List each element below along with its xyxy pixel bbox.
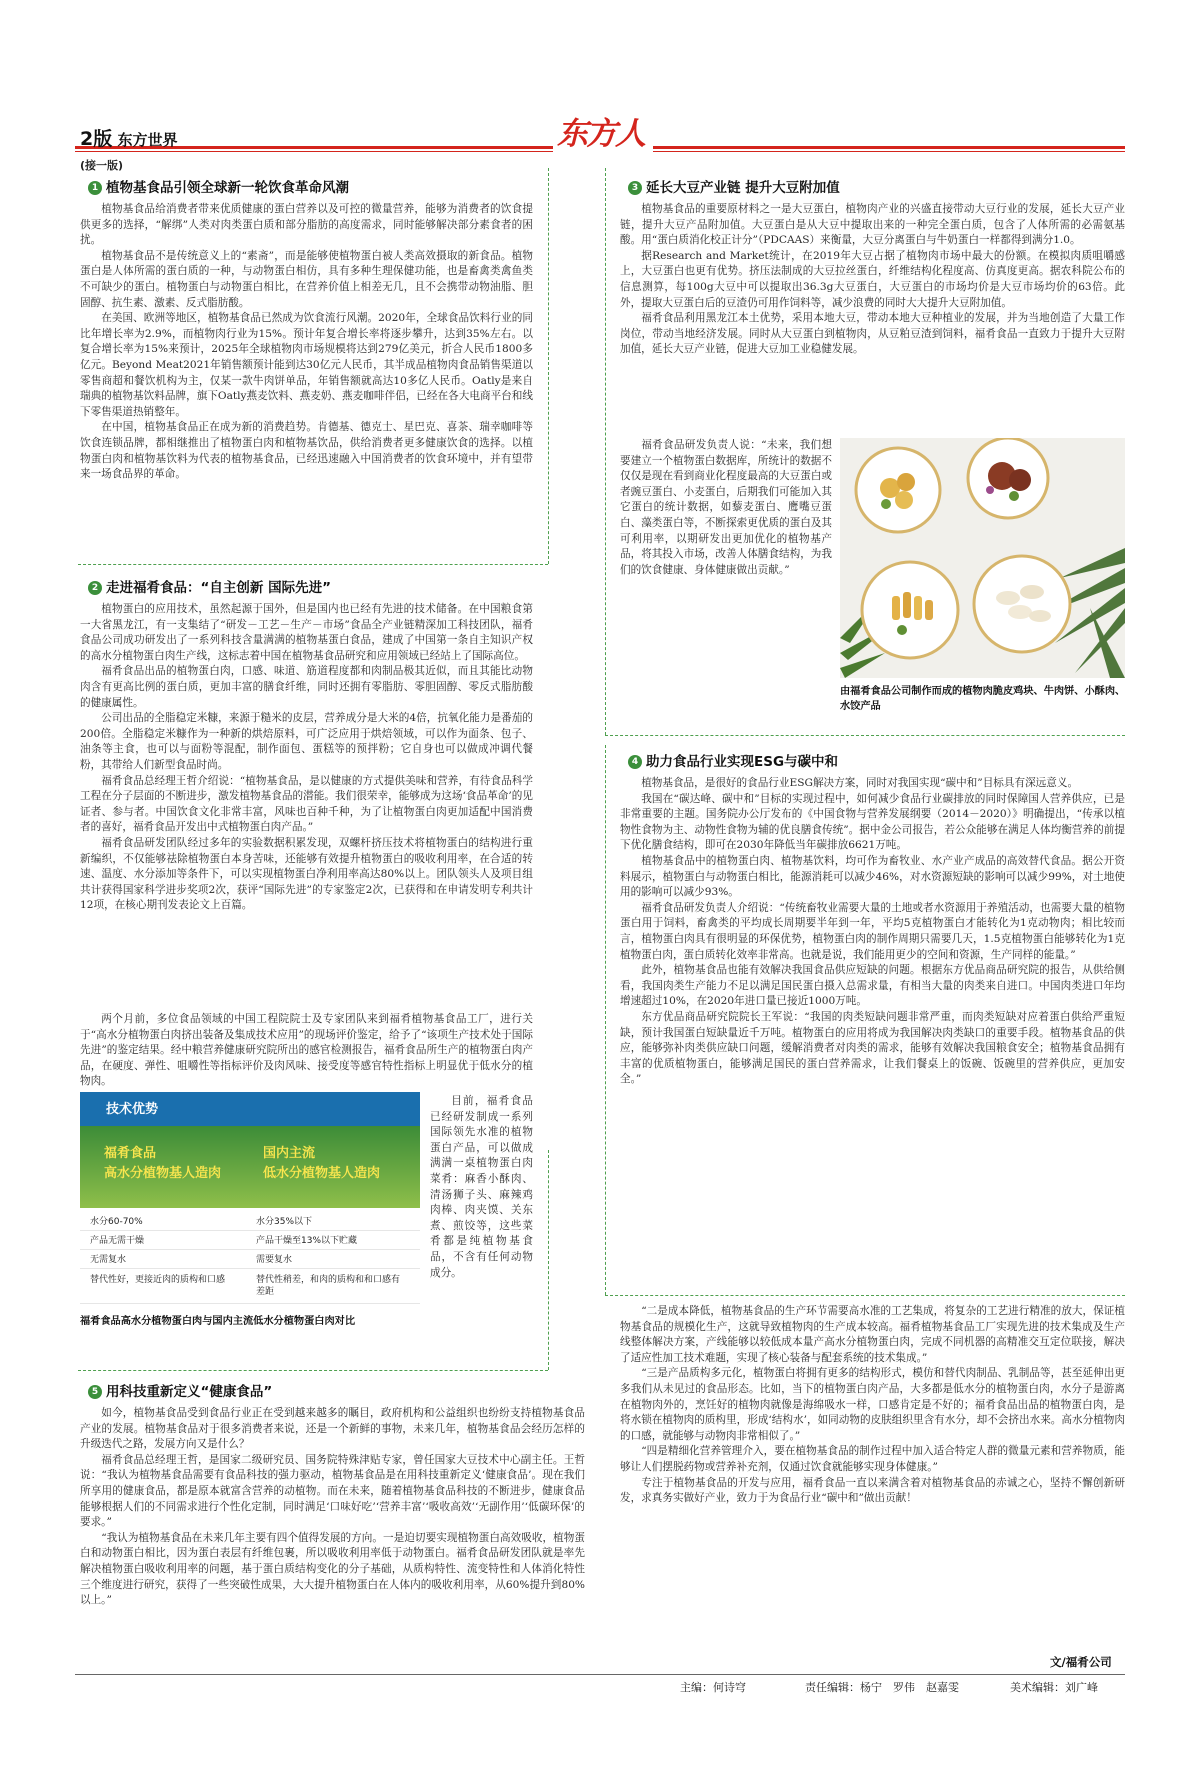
- paragraph: 福肴食品总经理王哲，是国家二级研究员、国务院特殊津贴专家，曾任国家大豆技术中心副主任。王哲说：“我认为植物基食品需要有食品科技的强力驱动，植物基食品是在用科技重新定义‘健康食品’。现在我们所享用的健康食品，都是原本就富含营养的动植物。而在未来，随着植物基食品科技的不断进步，健康食品能够根据人们的不同需求进行个性化定制，同时满足‘口味好吃’‘营养丰富’‘吸收高效’‘无副作用’‘低碳环保’的要求。”: [80, 1453, 585, 1529]
- edition-label: [80, 124, 177, 151]
- photo-caption: 由福肴食品公司制作而成的植物肉脆皮鸡块、牛肉饼、小酥肉、水饺产品: [840, 686, 1126, 712]
- paragraph: 福肴食品总经理王哲介绍说：“植物基食品，是以健康的方式提供美味和营养，有待食品科学工程在分子层面的不断进步，激发植物基食品的潜能。我们很荣幸，能够成为这场‘食品革命’的见证者、参与者。中国饮食文化非常丰富，风味也百种千种，为了让植物蛋白肉更加适配中国消费者的喜好，福肴食品开发出中式植物蛋白肉产品。”: [80, 774, 533, 834]
- section-divider: [605, 1295, 1125, 1296]
- section-divider-vertical: [548, 1150, 549, 1370]
- paragraph: 植物基食品中的植物蛋白肉、植物基饮料，均可作为畜牧业、水产业产成品的高效替代食品。据公开资料展示，植物蛋白与动物蛋白相比，能源消耗可以减少46%，对水资源短缺的影响可以减少99%，对土地使用的影响可以减少93%。: [620, 854, 1125, 899]
- number-badge: 5: [88, 1385, 102, 1399]
- paragraph: 公司出品的全脂稳定米糠，来源于糙米的皮层，营养成分是大米的4倍，抗氧化能力是番茄的200倍。全脂稳定米糠作为一种新的烘焙原料，可广泛应用于烘焙领域，可以作为面条、包子、油条等主食，也可以与面粉等混配，制作面包、蛋糕等的预拌粉；它自身也可以做成冲调代餐粉，其带给人们新型食品时尚。: [80, 712, 533, 771]
- section-divider-vertical: [605, 168, 606, 735]
- footer-responsible-editors: 责任编辑：杨宁 罗伟 赵嘉雯: [805, 1681, 959, 1694]
- tech-advantage-table: [80, 1092, 420, 1304]
- article-5: [80, 1382, 585, 1666]
- paragraph: 福肴食品出品的植物蛋白肉，口感、味道、筋道程度都和肉制品极其近似，而且其能比动物肉含有更高比例的蛋白质，更加丰富的膳食纤维，同时还拥有零脂肪、零胆固醇、零反式脂肪酸的健康属性。: [80, 665, 533, 709]
- paragraph: 目前，福肴食品已经研发制成一系列国际领先水准的植物蛋白产品，可以做成满满一桌植物蛋白肉菜肴：麻香小酥肉、清汤狮子头、麻辣鸡肉棒、肉夹馍、关东煮、煎饺等，这些菜肴都是纯植物基食品，不含有任何动物成分。: [430, 1095, 533, 1279]
- paragraph: 福肴食品研发负责人介绍说：“传统畜牧业需要大量的土地或者水资源用于养殖活动，也需要大量的植物蛋白用于饲料，畜禽类的平均成长周期要半年到一年，平均5克植物蛋白才能转化为1克动物肉；相比较而言，植物蛋白肉具有很明显的环保优势，植物蛋白肉的制作周期只需要几天，1.5克植物蛋白能够转化为1克植物蛋白肉，蛋白质转化效率非常高。也就是说，我们能用更少的空间和资源，生产同样的能量。”: [620, 901, 1125, 961]
- article-2-side-column: [430, 1094, 533, 1281]
- paragraph: 植物基食品不是传统意义上的“素斋”，而是能够使植物蛋白被人类高效摄取的新食品。植物蛋白是人体所需的蛋白质的一种，与动物蛋白相仿，具有多种生理保健功能，也是畜禽类禽鱼类不可缺少的蛋白。植物蛋白与动物蛋白相比，在营养价值上相差无几，且不会携带动物油脂、胆固醇、抗生素、激素、反式脂肪酸。: [80, 249, 533, 309]
- article-5-title: 5 用科技重新定义“健康食品”: [88, 1382, 585, 1402]
- footer-rule: [75, 1674, 1125, 1675]
- edition-name: 东方世界: [117, 131, 178, 149]
- paragraph: “三是产品质构多元化，植物蛋白将拥有更多的结构形式，模仿和替代肉制品、乳制品等，甚至延伸出更多我们从未见过的食品形态。比如，当下的植物蛋白肉产品，大多都是低水分的植物蛋白肉，水分子是游离在植物肉外的，烹饪好的植物肉就像是海绵吸水一样，口感肯定是不好的；福肴食品出品的植物蛋白肉，是将水锁在植物肉的质构里，形成‘结构水’，如同动物的皮肤组织里含有水分，却不会挤出水来。高水分植物肉的口感，就能够与动物肉非常相似了。”: [620, 1367, 1125, 1442]
- section-divider-vertical: [548, 168, 549, 564]
- continued-label: (接一版): [80, 159, 124, 172]
- tech-row: 水分60-70% 水分35%以下: [80, 1212, 420, 1231]
- food-photo: [840, 438, 1125, 678]
- article-4: [620, 752, 1125, 1088]
- paragraph: 如今，植物基食品受到食品行业正在受到越来越多的瞩目，政府机构和公益组织也纷纷支持植物基食品产业的发展。植物基食品对于很多消费者来说，还是一个新鲜的事物，未来几年，植物基食品会经历怎样的升级迭代之路，发展方向又是什么？: [80, 1407, 585, 1451]
- paragraph: 福肴食品研发团队经过多年的实验数据积累发现，双螺杆挤压技术将植物蛋白的结构进行重新编织，不仅能够祛除植物蛋白本身苦味，还能够有效提升植物蛋白的吸收利用率，在合适的转速、温度、水分添加等条件下，可以实现植物蛋白净利用率高达80%以上。团队领头人及项目组共计获得国家科学进步奖项2次，获评“国际先进”的专家鉴定2次，已获得和在申请发明专利共计12项，在核心期刊发表论文上百篇。: [80, 836, 533, 912]
- article-1-title: 1 植物基食品引领全球新一轮饮食革命风潮: [88, 178, 533, 198]
- paragraph: 植物基食品的重要原材料之一是大豆蛋白，植物肉产业的兴盛直接带动大豆行业的发展，延长大豆产业链，提升大豆产品附加值。大豆蛋白是从大豆中提取出来的一种完全蛋白质，包含了人体所需的必需氨基酸。用“蛋白质消化校正计分”（PDCAAS）来衡量，大豆分离蛋白与牛奶蛋白一样都得到满分1.0。: [620, 203, 1125, 247]
- tech-col2-title: 国内主流 低水分植物基人造肉: [263, 1146, 381, 1181]
- paragraph: 专注于植物基食品的开发与应用，福肴食品一直以来满含着对植物基食品的赤诚之心，坚持不懈创新研发，求真务实做好产业，致力于为食品行业“碳中和”做出贡献！: [620, 1476, 1125, 1505]
- article-3-quote: [620, 438, 832, 578]
- tech-row: 替代性好，更接近肉的质构和口感 替代性稍差，和肉的质构和和口感有差距: [80, 1268, 420, 1304]
- byline: 文/福肴公司: [1050, 1655, 1112, 1669]
- article-5-continued: [620, 1304, 1125, 1656]
- section-divider-vertical: [605, 745, 606, 1295]
- paragraph: 福肴食品研发负责人说：“未来，我们想要建立一个植物蛋白数据库，所统计的数据不仅仅是现在看到商业化程度最高的大豆蛋白或者豌豆蛋白、小麦蛋白，后期我们可能加入其它蛋白的统计数据，如藜麦蛋白、鹰嘴豆蛋白、藻类蛋白等，不断探索更优质的蛋白及其可利用率，以期研发出更加优化的植物基产品，将其投入市场，改善人体膳食结构，为我们的饮食健康、身体健康做出贡献。”: [620, 439, 832, 576]
- paragraph: 植物蛋白的应用技术，虽然起源于国外，但是国内也已经有先进的技术储备。在中国粮食第一大省黑龙江，有一支集结了“研发－工艺－生产－市场”食品全产业链精深加工科技团队，福肴食品公司成功研发出了一系列科技含量满满的植物基蛋白食品，建成了中国第一条自主知识产权的高水分植物蛋白肉生产线，这标志着中国在植物基食品研究和应用领域已经站上了国际高位。: [80, 603, 533, 662]
- paragraph: “四是精细化营养管理介入，要在植物基食品的制作过程中加入适合特定人群的微量元素和营养物质，能够让人们摆脱药物或营养补充剂，仅通过饮食就能够实现身体健康。”: [620, 1445, 1125, 1473]
- section-divider: [78, 564, 548, 565]
- paragraph: 福肴食品利用黑龙江本土优势，采用本地大豆，带动本地大豆种植业的发展，并为当地创造了大量工作岗位，带动当地经济发展。同时从大豆蛋白到植物肉，从豆粕豆渣到饲料，福肴食品一直致力于提升大豆附加值，延长大豆产业链，促进大豆加工业稳健发展。: [620, 312, 1125, 356]
- paragraph: 植物基食品，是很好的食品行业ESG解决方案，同时对我国实现“碳中和”目标具有深远意义。: [641, 777, 1079, 789]
- paragraph: “我认为植物基食品在未来几年主要有四个值得发展的方向。一是迫切要实现植物蛋白高效吸收，植物蛋白和动物蛋白相比，因为蛋白表层有纤维包裹，所以吸收利用率低于动物蛋白。福肴食品研发团队就是率先解决植物蛋白吸收利用率的问题，基于蛋白质结构变化的分子基础，从质构特性、流变特性和人体消化特性三个维度进行研究，获得了一些突破性成果，大大提升植物蛋白在人体内的吸收利用率，从60%提升到80%以上。”: [80, 1531, 585, 1607]
- footer-art-editor: 美术编辑：刘广峰: [1010, 1681, 1098, 1694]
- paragraph: “二是成本降低，植物基食品的生产环节需要高水准的工艺集成，将复杂的工艺进行精准的放大，保证植物基食品的规模化生产，这就导致植物肉的生产成本较高。福肴植物基食品工厂实现先进的技术集成及生产线整体解决方案，产线能够以较低成本量产高水分植物蛋白肉，完成不同机器的高精准交互定位联接，解决了适应性加工技术难题，实现了核心装备与配套系统的技术集成。”: [620, 1305, 1125, 1364]
- paragraph: 据Research and Market统计，在2019年大豆占据了植物肉市场中最大的份额。在模拟肉质咀嚼感上，大豆蛋白也更有优势。挤压法制成的大豆拉丝蛋白，纤维结构化程度高、仿真度更高。据农科院公布的信息测算，每100g大豆中可以提取出36.3g大豆蛋白，大豆蛋白的市场均价是大豆市场均价的63倍。此外，提取大豆蛋白后的豆渣仍可用作饲料等，减少浪费的同时大大提升大豆附加值。: [620, 249, 1125, 309]
- number-badge: 3: [628, 181, 642, 195]
- paragraph: 在美国、欧洲等地区，植物基食品已然成为饮食流行风潮。2020年，全球食品饮料行业的同比年增长率为2.9%，而植物肉行业为15%。预计年复合增长率将逐步攀升，达到35%左右。以复合增长率为15%来预计，2025年全球植物肉市场规模将达到279亿美元，折合人民币1800多亿元。Beyond Meat2021年销售额预计能到达30亿元人民币，其半成品植物肉食品销售渠道以零售商超和餐饮机构为主，仅某一款牛肉饼单品，年销售额就高达10多亿人民币。Oatly是来自瑞典的植物基饮料品牌，旗下Oatly燕麦饮料、燕麦奶、燕麦咖啡伴侣，已经在各大电商平台和线下零售渠道热销整年。: [80, 312, 533, 418]
- number-badge: 1: [88, 181, 102, 195]
- masthead-logo: 东方人: [553, 112, 653, 156]
- paragraph: 在中国，植物基食品正在成为新的消费趋势。肯德基、德克士、星巴克、喜茶、瑞幸咖啡等饮食连锁品牌，都相继推出了植物蛋白肉和植物基饮品，供给消费者更多健康饮食的选择。以植物蛋白肉和植物基饮料为代表的植物基食品，已经迅速融入中国消费者的饮食环境中，并有望带来一场食品界的革命。: [80, 421, 533, 481]
- article-2-continued: [80, 1012, 533, 1090]
- tech-table-caption: 福肴食品高水分植物蛋白肉与国内主流低水分植物蛋白肉对比: [80, 1316, 356, 1327]
- edition-number: 2版: [80, 128, 113, 150]
- paragraph: 两个月前，多位食品领域的中国工程院院士及专家团队来到福肴植物基食品工厂，进行关于“高水分植物蛋白肉挤出装备及集成技术应用”的现场评价鉴定，给予了“该项生产技术处于国际先进”的鉴定结果。经中粮营养健康研究院所出的感官检测报告，福肴食品所生产的植物蛋白肉产品，在硬度、弹性、咀嚼性等指标评价及肉风味、接受度等感官特性指标上明显优于低水分的植物肉。: [80, 1013, 533, 1088]
- section-divider: [78, 1370, 548, 1371]
- paragraph: 此外，植物基食品也能有效解决我国食品供应短缺的问题。根据东方优品商品研究院的报告，从供给侧看，我国肉类生产能力不足以满足国民蛋白摄入总需求量，有相当大量的肉类来自进口。中国肉类进口年均增速超过10%，在2020年进口量已接近1000万吨。: [620, 964, 1125, 1008]
- paragraph: 东方优品商品研究院院长王军说：“我国的肉类短缺问题非常严重，而肉类短缺对应着蛋白供给严重短缺，预计我国蛋白短缺量近千万吨。植物蛋白的应用将成为我国解决肉类缺口的重要手段。植物基食品的供应，能够弥补肉类供应缺口问题，缓解消费者对肉类的需求，能够有效解决我国粮食安全；植物基食品拥有丰富的优质植物蛋白，能够满足国民的蛋白营养需求，让我们餐桌上的饭碗、饭碗里的营养供应，更加安全。”: [620, 1010, 1125, 1086]
- number-badge: 4: [628, 755, 642, 769]
- section-divider: [605, 735, 1125, 736]
- paragraph: 植物基食品给消费者带来优质健康的蛋白营养以及可控的微量营养，能够为消费者的饮食提供更多的选择，“解绑”人类对肉类蛋白质和部分脂肪的高度需求，同时能够解决部分素食者的困扰。: [80, 203, 533, 247]
- tech-row: 产品无需干燥 产品干燥至13%以下贮藏: [80, 1231, 420, 1250]
- tech-col1-title: 福肴食品 高水分植物基人造肉: [104, 1146, 222, 1181]
- food-photo-image: [840, 438, 1125, 678]
- article-4-title: 4 助力食品行业实现ESG与碳中和: [628, 752, 1125, 772]
- article-2: [80, 578, 533, 914]
- tech-table-title: 技术优势: [106, 1102, 159, 1117]
- article-3-title: 3 延长大豆产业链 提升大豆附加值: [628, 178, 1125, 198]
- article-1: [80, 178, 533, 483]
- article-2-title: 2 走进福肴食品：“自主创新 国际先进”: [88, 578, 533, 598]
- number-badge: 2: [88, 581, 102, 595]
- article-3: [620, 178, 1125, 358]
- paragraph: 我国在“碳达峰、碳中和”目标的实现过程中，如何减少食品行业碳排放的同时保障国人营养供应，已是非常重要的主题。国务院办公厅发布的《中国食物与营养发展纲要（2014－2020）》明确提出，“传承以植物性食物为主、动物性食物为辅的优良膳食传统”。据中金公司报告，若公众能够在满足人体均衡营养的前提下优化膳食结构，即可在2030年降低当年碳排放6621万吨。: [620, 792, 1125, 852]
- footer-editor: 主编：何诗穹: [680, 1681, 746, 1694]
- tech-row: 无需复水 需要复水: [80, 1250, 420, 1269]
